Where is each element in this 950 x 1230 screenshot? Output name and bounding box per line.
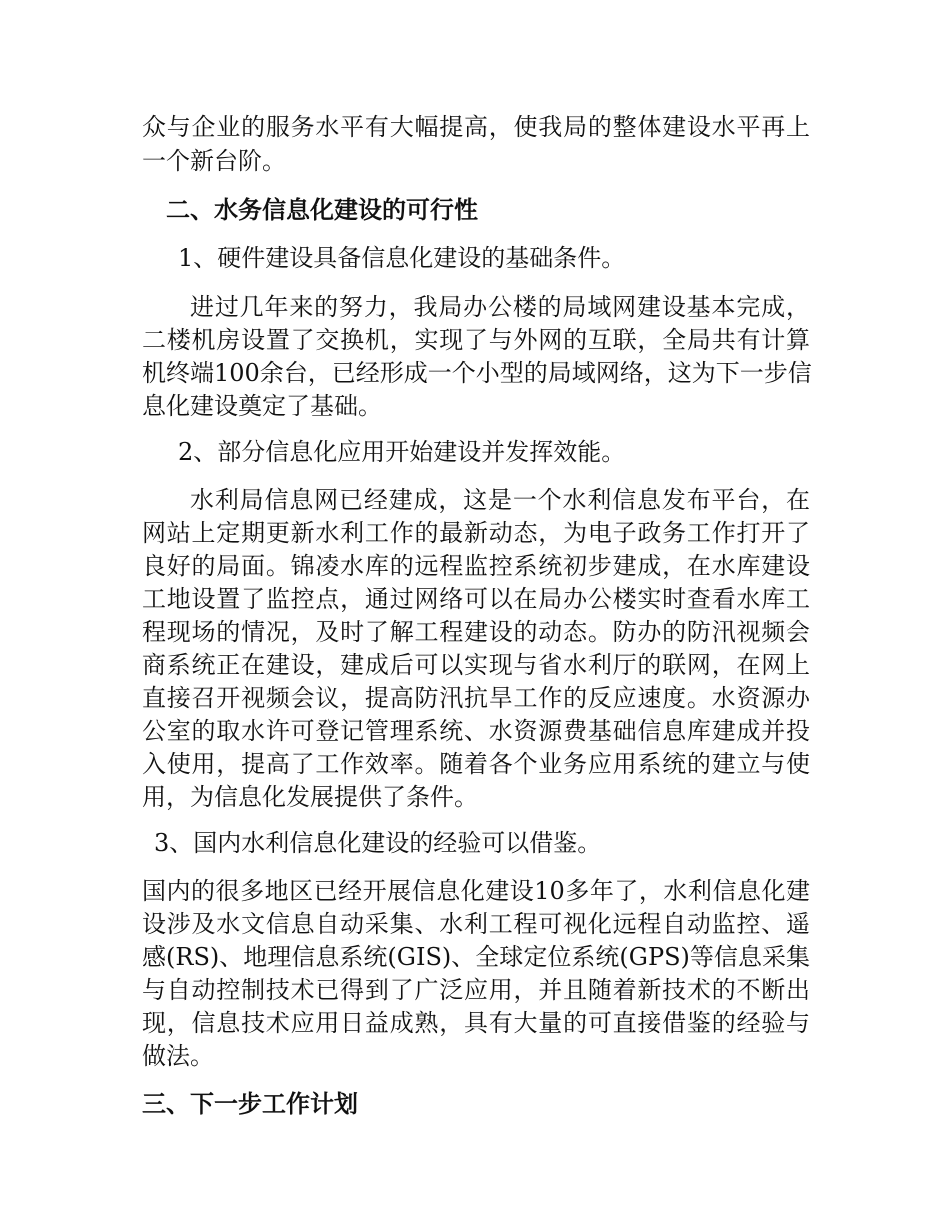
paragraph-line: 商系统正在建设，建成后可以实现与省水利厅的联网，在网上	[142, 651, 810, 679]
paragraph-line: 国内的很多地区已经开展信息化建设10多年了，水利信息化建	[142, 877, 810, 905]
paragraph-line: 现，信息技术应用日益成熟，具有大量的可直接借鉴的经验与	[142, 1009, 810, 1037]
paragraph-line: 入使用，提高了工作效率。随着各个业务应用系统的建立与使	[142, 750, 810, 778]
paragraph-line: 感(RS)、地理信息系统(GIS)、全球定位系统(GPS)等信息采集	[142, 943, 810, 971]
paragraph-line: 良好的局面。锦凌水库的远程监控系统初步建成，在水库建设	[142, 552, 810, 580]
paragraph-line: 用，为信息化发展提供了条件。	[142, 783, 478, 811]
paragraph-line: 公室的取水许可登记管理系统、水资源费基础信息库建成并投	[142, 717, 810, 745]
paragraph-line: 一个新台阶。	[142, 147, 286, 175]
paragraph-line: 直接召开视频会议，提高防汛抗旱工作的反应速度。水资源办	[142, 684, 810, 712]
paragraph-line: 水利局信息网已经建成，这是一个水利信息发布平台，在	[190, 486, 810, 514]
paragraph-line: 工地设置了监控点，通过网络可以在局办公楼实时查看水库工	[142, 585, 810, 613]
subsection-title: 1、硬件建设具备信息化建设的基础条件。	[178, 244, 626, 272]
section-heading: 三、下一步工作计划	[142, 1090, 358, 1118]
subsection-title: 2、部分信息化应用开始建设并发挥效能。	[178, 438, 626, 466]
paragraph-line: 机终端100余台，已经形成一个小型的局域网络，这为下一步信	[142, 359, 812, 387]
paragraph-line: 二楼机房设置了交换机，实现了与外网的互联，全局共有计算	[142, 326, 810, 354]
paragraph-line: 网站上定期更新水利工作的最新动态，为电子政务工作打开了	[142, 519, 810, 547]
paragraph-line: 程现场的情况，及时了解工程建设的动态。防办的防汛视频会	[142, 618, 810, 646]
subsection-title: 3、国内水利信息化建设的经验可以借鉴。	[154, 829, 602, 857]
paragraph-line: 息化建设奠定了基础。	[142, 392, 382, 420]
paragraph-line: 做法。	[142, 1042, 214, 1070]
paragraph-line: 进过几年来的努力，我局办公楼的局域网建设基本完成，	[190, 293, 810, 321]
paragraph-line: 众与企业的服务水平有大幅提高，使我局的整体建设水平再上	[142, 113, 810, 141]
paragraph-line: 设涉及水文信息自动采集、水利工程可视化远程自动监控、遥	[142, 910, 810, 938]
paragraph-line: 与自动控制技术已得到了广泛应用，并且随着新技术的不断出	[142, 976, 810, 1004]
section-heading: 二、水务信息化建设的可行性	[166, 196, 478, 224]
